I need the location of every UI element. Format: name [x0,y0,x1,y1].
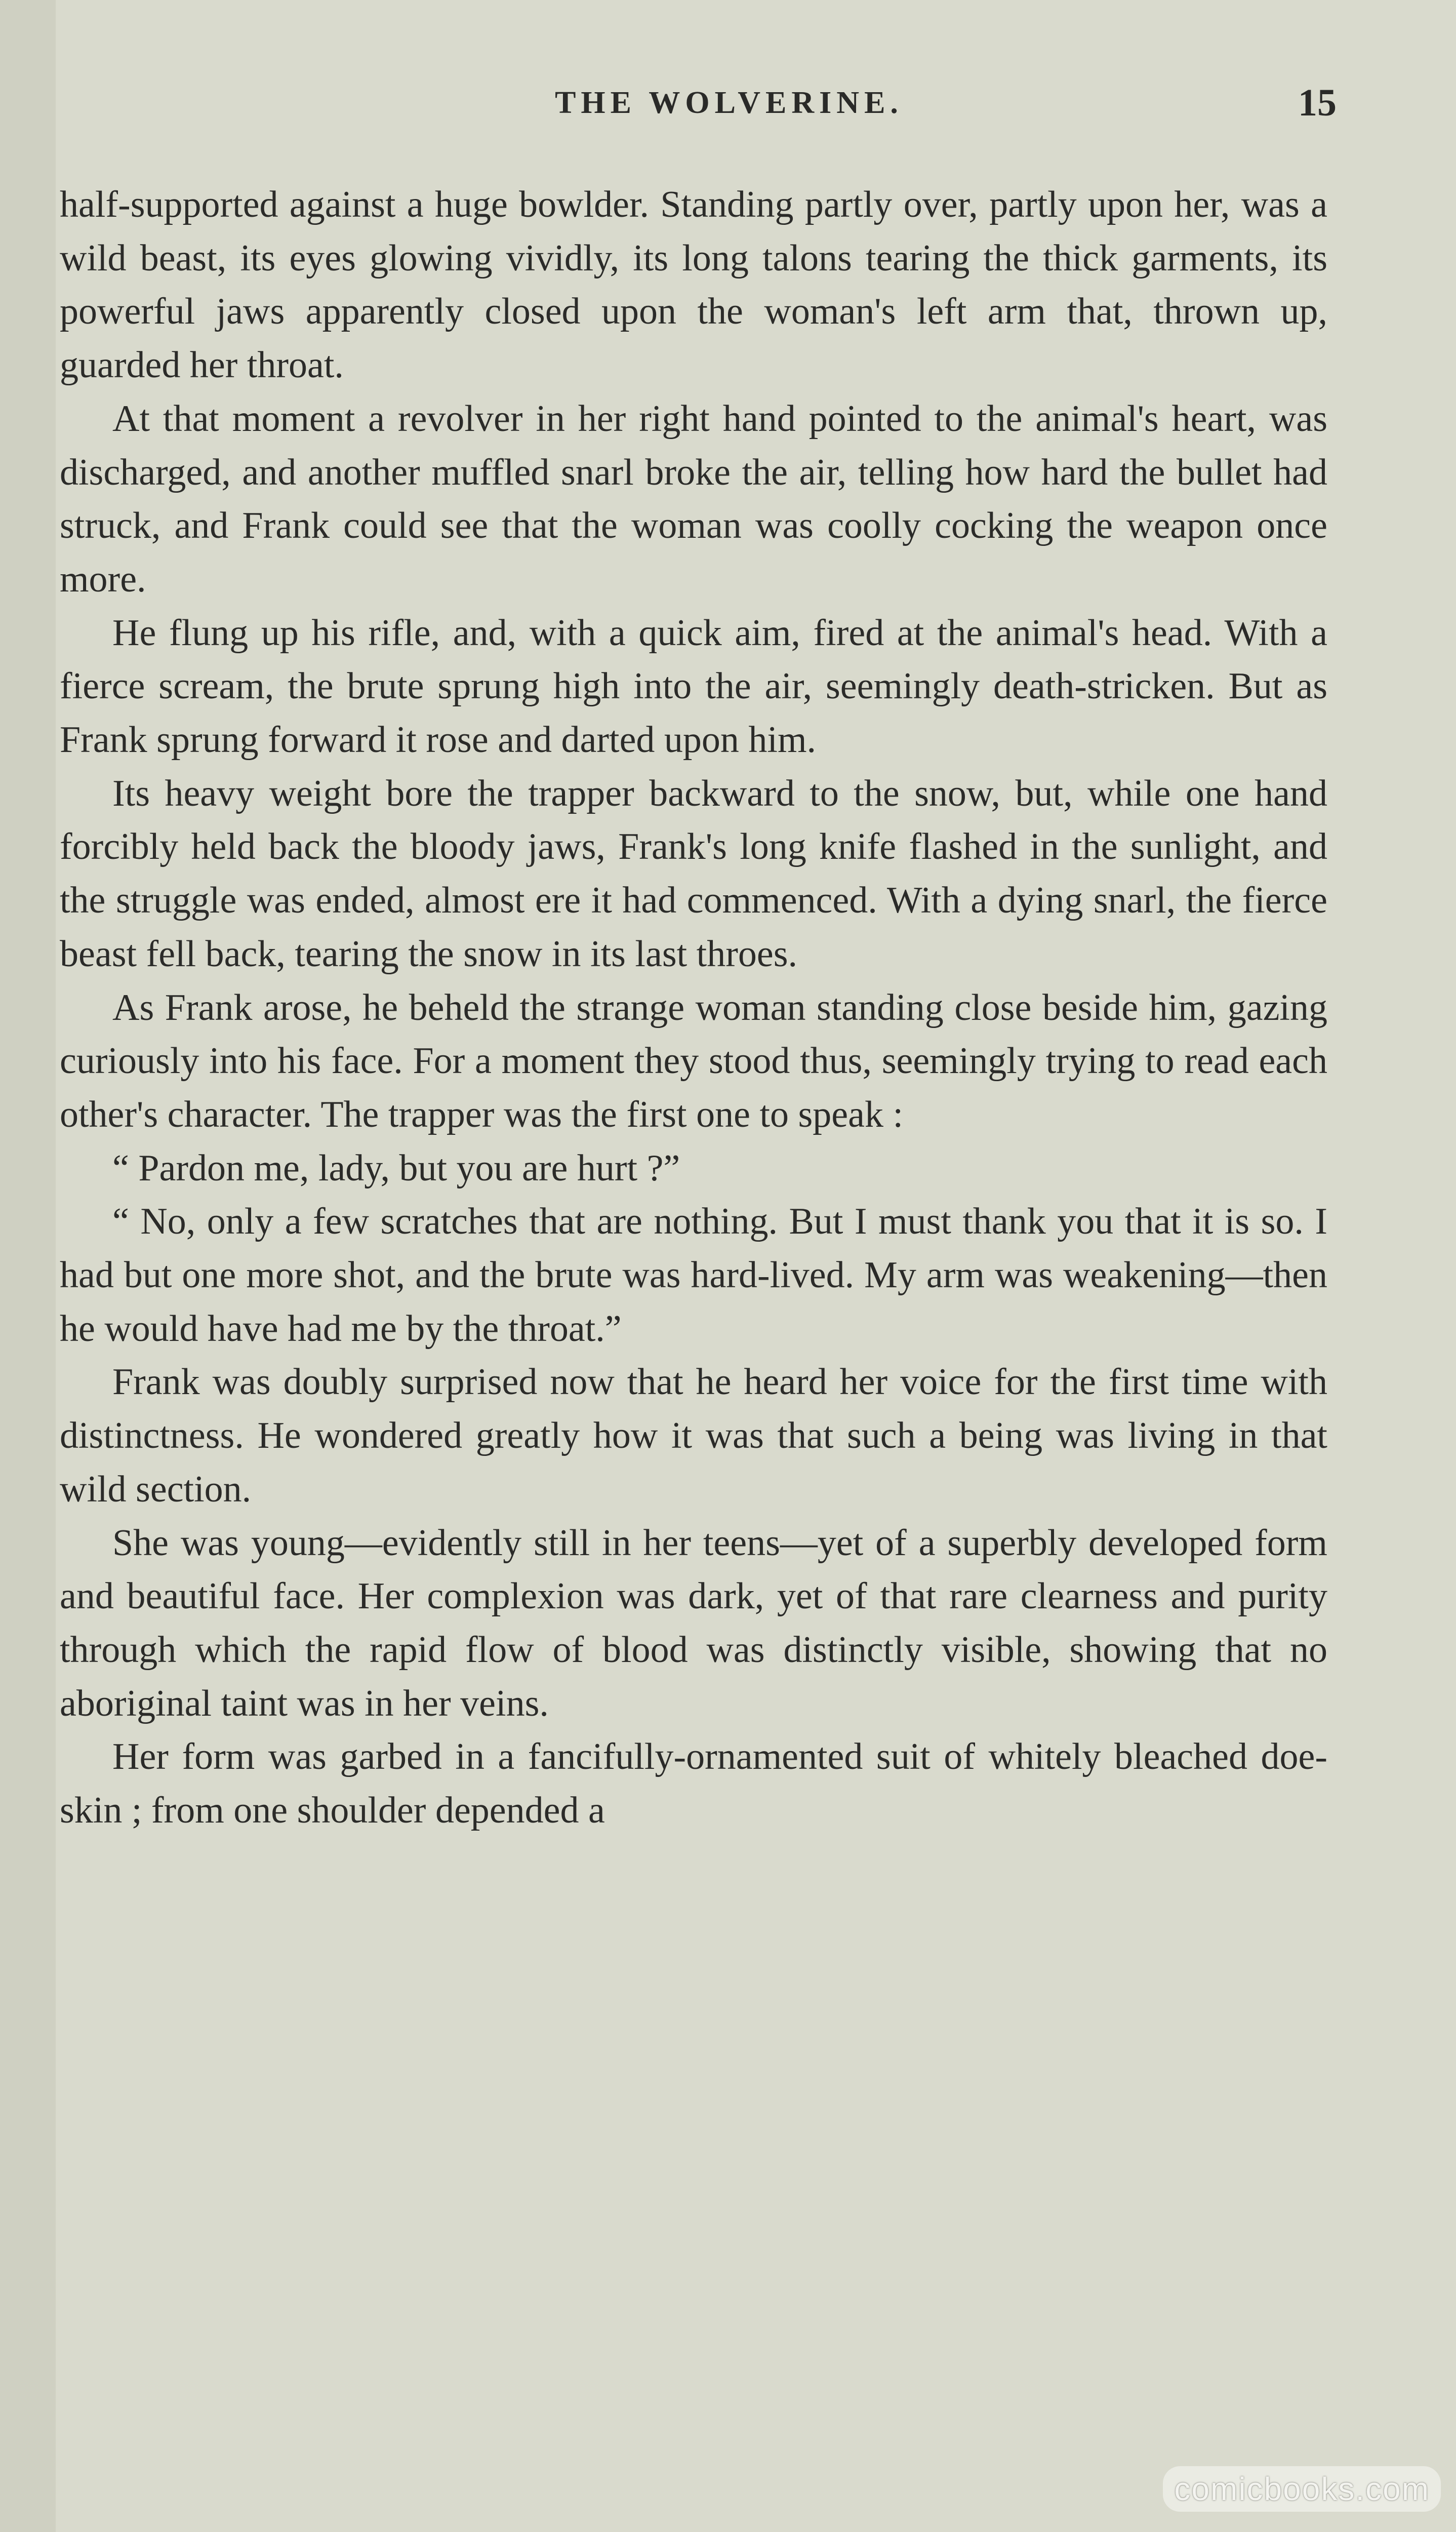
paragraph: He flung up his rifle, and, with a quick aim, fired at the animal's head. With a fierce scream, the brute sprung high into the air, seemingly death-stricken. But as Frank sprung forward it rose and darted upon him. [60,612,1327,761]
body-text [60,178,1327,1838]
page-number: 15 [1298,82,1337,124]
paragraph: half-supported against a huge bowlder. Standing partly over, partly upon her, was a wild beast, its eyes glowing vividly, its long talons tearing the thick garments, its powerful jaws apparently closed upon the woman's left arm that, thrown up, guarded her throat. [60,184,1327,386]
paragraph: Frank was doubly surprised now that he heard her voice for the first time with distinctness. He wondered greatly how it was that such a being was living in that wild section. [60,1361,1327,1510]
paragraph: Her form was garbed in a fancifully-ornamented suit of whitely bleached doe-skin ; from one shoulder depended a [60,1736,1327,1832]
paragraph: At that moment a revolver in her right hand pointed to the animal's heart, was discharged, and another muffled snarl broke the air, telling how hard the bullet had struck, and Frank could see that the woman was coolly cocking the weapon once more. [60,398,1327,600]
paragraph: “ No, only a few scratches that are nothing. But I must thank you that it is so. I had but one more shot, and the brute was hard-lived. My arm was weakening—then he would have had me by the throat.” [60,1201,1327,1350]
running-head [0,82,1456,136]
watermark: comicbooks.com [1163,2466,1441,2512]
page-edge-shadow [0,0,56,2532]
paragraph: Its heavy weight bore the trapper backward to the snow, but, while one hand forcibly held back the bloody jaws, Frank's long knife flashed in the sunlight, and the struggle was ended, almost ere it had commenced. With a dying snarl, the fierce beast fell back, tearing the snow in its last throes. [60,772,1327,975]
paragraph: As Frank arose, he beheld the strange woman standing close beside him, gazing curiously into his face. For a moment they stood thus, seemingly trying to read each other's character. The trapper was the first one to speak : [60,986,1327,1135]
paragraph: “ Pardon me, lady, but you are hurt ?” [112,1147,680,1189]
paragraph: She was young—evidently still in her teens—yet of a superbly developed form and beautiful face. Her complexion was dark, yet of that rare clearness and purity through which the rapid flow of blood was distinctly visible, showing that no aboriginal taint was in her veins. [60,1522,1327,1724]
running-head-title: THE WOLVERINE. [555,86,903,120]
